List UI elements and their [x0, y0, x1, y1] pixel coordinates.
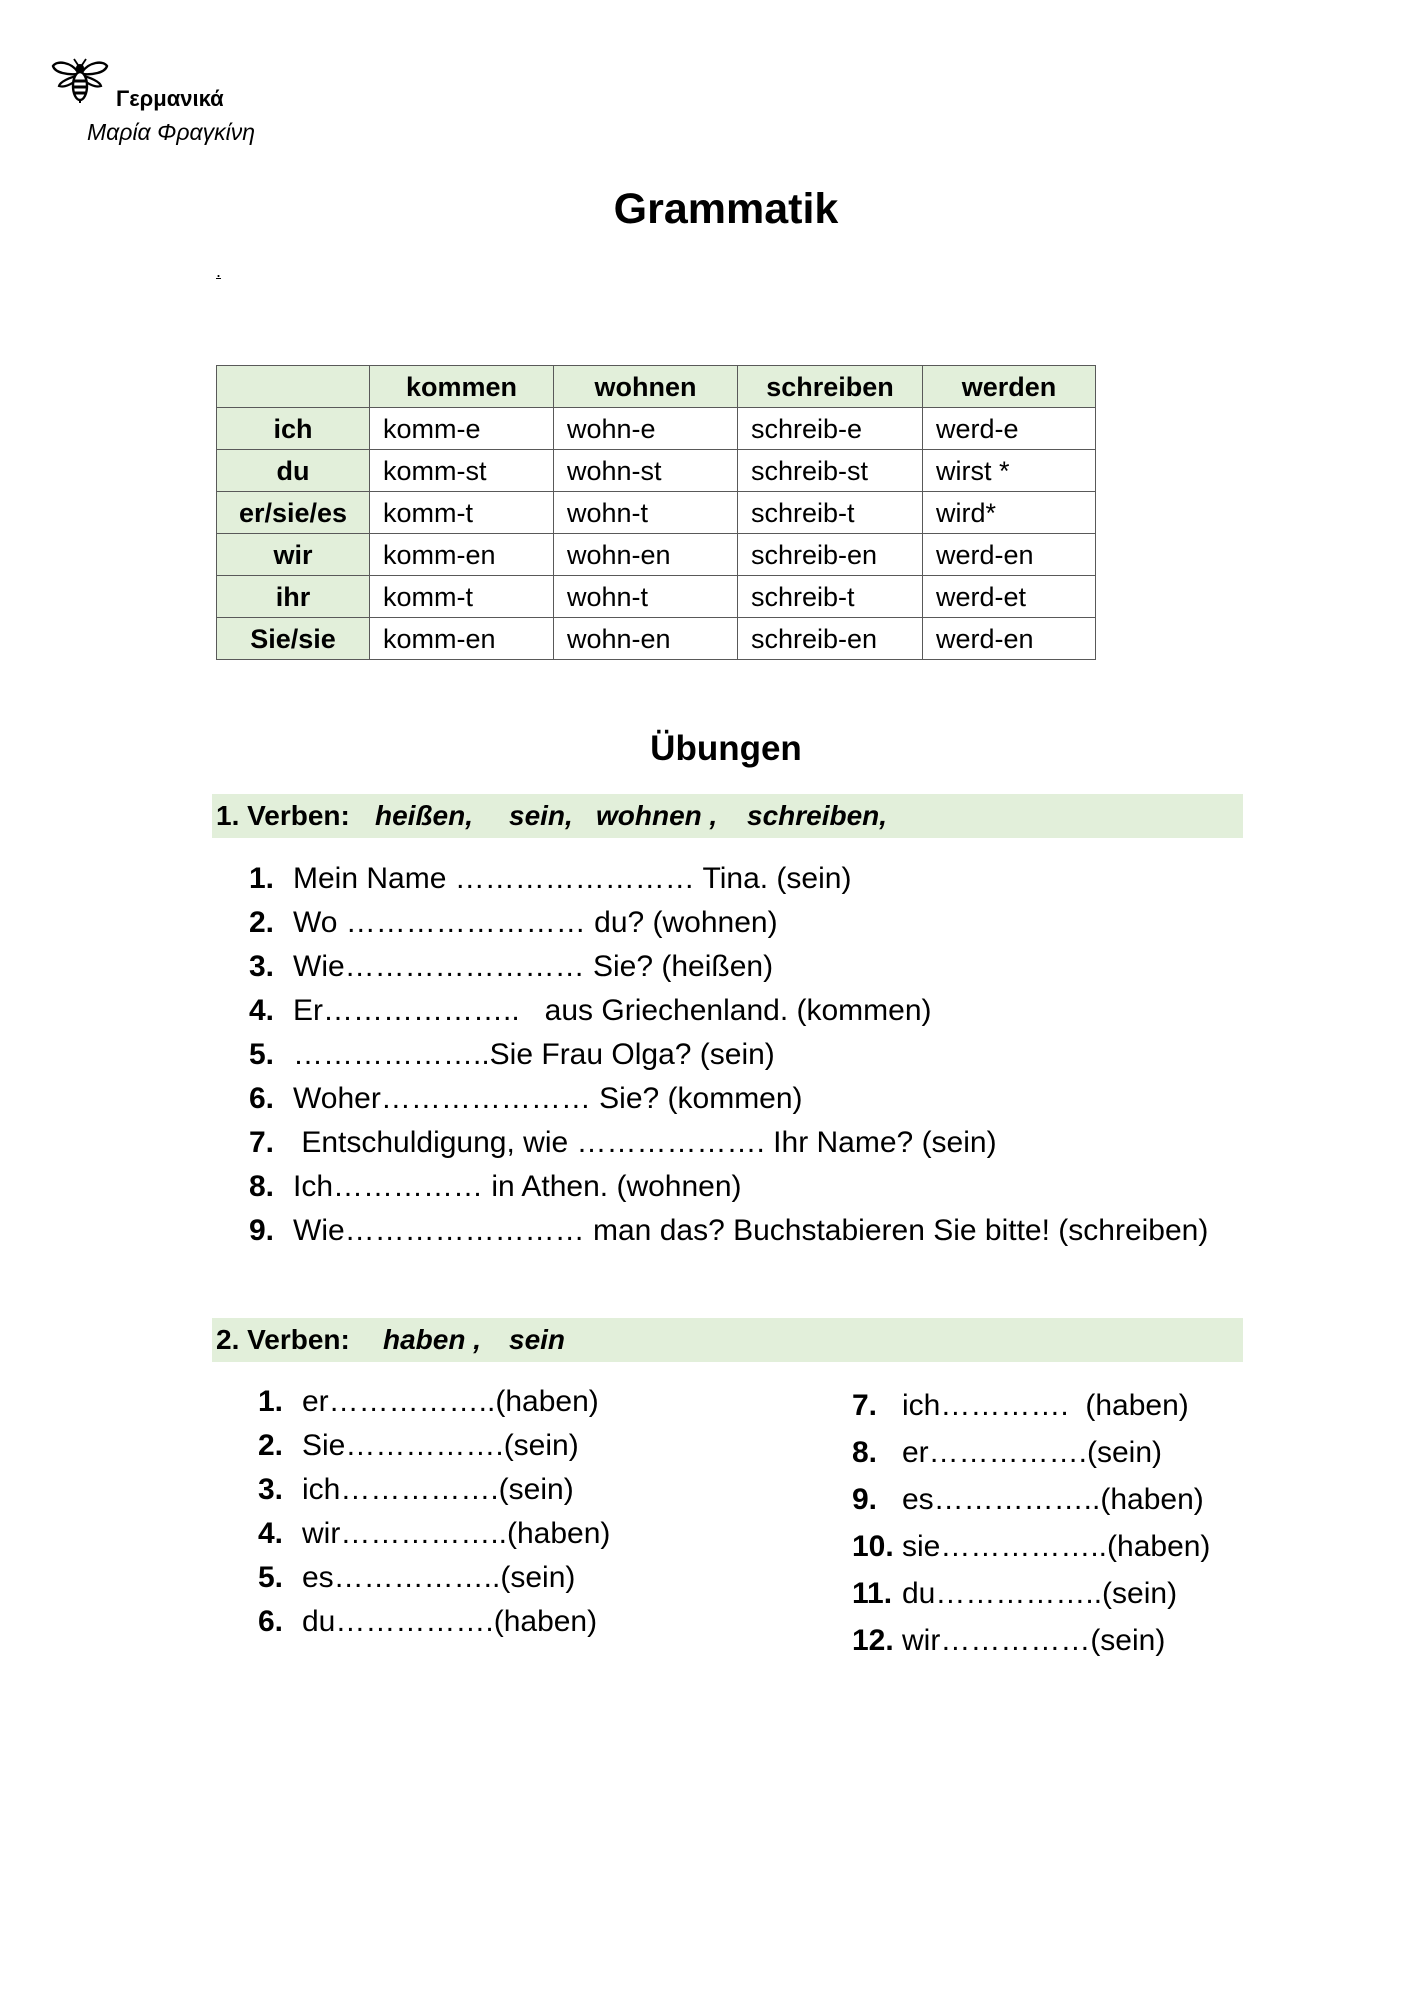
exercise-1-verb: sein, [509, 800, 573, 831]
bee-icon [51, 57, 109, 103]
item-text: wir……………(sein) [902, 1624, 1166, 1657]
item-text: Entschuldigung, wie ………………. Ihr Name? (sein) [293, 1126, 997, 1159]
item-number: 1. [258, 1385, 284, 1418]
list-item [249, 1209, 1208, 1253]
verb-form-cell: wirst * [923, 450, 1096, 492]
list-item [852, 1429, 1210, 1476]
table-row [217, 492, 1096, 534]
page-title: Grammatik [613, 185, 839, 233]
verb-form-cell: werd-et [923, 576, 1096, 618]
exercise-1-verb: wohnen , [596, 800, 718, 831]
list-item [249, 1121, 1208, 1165]
exercise-2-verb: haben , [383, 1324, 482, 1355]
table-row [217, 408, 1096, 450]
column-header-kommen: kommen [370, 366, 554, 408]
verb-form-cell: schreib-en [738, 618, 923, 660]
item-text: er…………….(sein) [902, 1436, 1163, 1469]
item-text: wir……………..(haben) [302, 1517, 611, 1550]
item-number: 3. [258, 1473, 284, 1506]
item-number: 1. [249, 862, 275, 895]
stray-mark: . [216, 261, 222, 281]
item-text: Wo …………………… du? (wohnen) [293, 906, 778, 939]
pronoun-cell: er/sie/es [217, 492, 370, 534]
verb-form-cell: schreib-st [738, 450, 923, 492]
table-row [217, 450, 1096, 492]
list-item [852, 1382, 1210, 1429]
exercise-1-header [212, 794, 1243, 838]
pronoun-cell: ihr [217, 576, 370, 618]
item-number: 11. [852, 1577, 893, 1610]
exercise-1-list [249, 857, 1208, 1253]
item-number: 6. [258, 1605, 284, 1638]
list-item [249, 1077, 1208, 1121]
item-text: Wie…………………… man das? Buchstabieren Sie bitte! (schreiben) [293, 1214, 1209, 1247]
item-number: 8. [249, 1170, 275, 1203]
item-text: du…………….(haben) [302, 1605, 598, 1638]
item-text: Wie…………………… Sie? (heißen) [293, 950, 774, 983]
item-number: 7. [249, 1126, 275, 1159]
verb-form-cell: wird* [923, 492, 1096, 534]
verb-form-cell: schreib-t [738, 576, 923, 618]
item-text: Mein Name …………………… Tina. (sein) [293, 862, 852, 895]
verb-form-cell: wohn-en [554, 618, 738, 660]
verb-form-cell: komm-e [370, 408, 554, 450]
list-item [249, 1033, 1208, 1077]
list-item [249, 901, 1208, 945]
exercise-2-left-list [258, 1380, 610, 1644]
item-number: 3. [249, 950, 275, 983]
item-number: 6. [249, 1082, 275, 1115]
item-number: 5. [258, 1561, 284, 1594]
item-number: 12. [852, 1624, 894, 1657]
verb-form-cell: wohn-t [554, 576, 738, 618]
verb-form-cell: komm-t [370, 576, 554, 618]
table-row [217, 534, 1096, 576]
column-header-wohnen: wohnen [554, 366, 738, 408]
pronoun-cell: Sie/sie [217, 618, 370, 660]
item-text: ich…………….(sein) [302, 1473, 574, 1506]
verb-form-cell: komm-en [370, 618, 554, 660]
verb-form-cell: komm-t [370, 492, 554, 534]
list-item [258, 1556, 610, 1600]
list-item [249, 945, 1208, 989]
verb-form-cell: wohn-st [554, 450, 738, 492]
list-item [852, 1523, 1210, 1570]
conjugation-table [216, 365, 1096, 660]
pronoun-cell: wir [217, 534, 370, 576]
item-number: 4. [249, 994, 275, 1027]
verb-form-cell: schreib-t [738, 492, 923, 534]
item-text: du……………..(sein) [902, 1577, 1178, 1610]
exercise-2-header [212, 1318, 1243, 1362]
exercise-1-verb: schreiben, [747, 800, 888, 831]
item-text: er……………..(haben) [302, 1385, 599, 1418]
item-text: ich…………. (haben) [902, 1389, 1189, 1422]
list-item [852, 1570, 1210, 1617]
verb-form-cell: werd-e [923, 408, 1096, 450]
list-item [258, 1512, 610, 1556]
item-text: Woher………………… Sie? (kommen) [293, 1082, 803, 1115]
column-header-schreiben: schreiben [738, 366, 923, 408]
verb-form-cell: wohn-t [554, 492, 738, 534]
item-text: es……………..(sein) [302, 1561, 576, 1594]
exercise-2-label: 2. Verben: [216, 1324, 350, 1355]
item-text: Er……………….. aus Griechenland. (kommen) [293, 994, 932, 1027]
item-text: sie……………..(haben) [902, 1530, 1211, 1563]
item-number: 5. [249, 1038, 275, 1071]
table-header-row [217, 366, 1096, 408]
item-number: 7. [852, 1389, 878, 1422]
verb-form-cell: schreib-e [738, 408, 923, 450]
item-number: 9. [852, 1483, 878, 1516]
table-corner-cell [217, 366, 370, 408]
item-number: 10. [852, 1530, 894, 1563]
column-header-werden: werden [923, 366, 1096, 408]
item-text: Ich…………… in Athen. (wohnen) [293, 1170, 742, 1203]
table-row [217, 618, 1096, 660]
verb-form-cell: komm-st [370, 450, 554, 492]
verb-form-cell: werd-en [923, 534, 1096, 576]
list-item [258, 1424, 610, 1468]
table-row [217, 576, 1096, 618]
verb-form-cell: komm-en [370, 534, 554, 576]
item-number: 8. [852, 1436, 878, 1469]
list-item [852, 1476, 1210, 1523]
exercise-2-right-list [852, 1382, 1210, 1664]
verb-form-cell: werd-en [923, 618, 1096, 660]
item-text: ………………..Sie Frau Olga? (sein) [293, 1038, 775, 1071]
list-item [249, 857, 1208, 901]
list-item [258, 1468, 610, 1512]
pronoun-cell: ich [217, 408, 370, 450]
list-item [249, 989, 1208, 1033]
item-number: 2. [258, 1429, 284, 1462]
subject-label: Γερμανικά [116, 86, 224, 111]
verb-form-cell: schreib-en [738, 534, 923, 576]
exercise-2-verb: sein [509, 1324, 566, 1355]
pronoun-cell: du [217, 450, 370, 492]
item-text: Sie…………….(sein) [302, 1429, 579, 1462]
item-number: 2. [249, 906, 275, 939]
verb-form-cell: wohn-en [554, 534, 738, 576]
author-name: Μαρία Φραγκίνη [87, 119, 255, 145]
list-item [258, 1380, 610, 1424]
exercise-1-verb: heißen, [375, 800, 474, 831]
exercises-title: Übungen [650, 729, 802, 768]
list-item [249, 1165, 1208, 1209]
item-text: es……………..(haben) [902, 1483, 1204, 1516]
item-number: 4. [258, 1517, 284, 1550]
verb-form-cell: wohn-e [554, 408, 738, 450]
list-item [852, 1617, 1210, 1664]
exercise-1-label: 1. Verben: [216, 800, 350, 831]
list-item [258, 1600, 610, 1644]
item-number: 9. [249, 1214, 275, 1247]
